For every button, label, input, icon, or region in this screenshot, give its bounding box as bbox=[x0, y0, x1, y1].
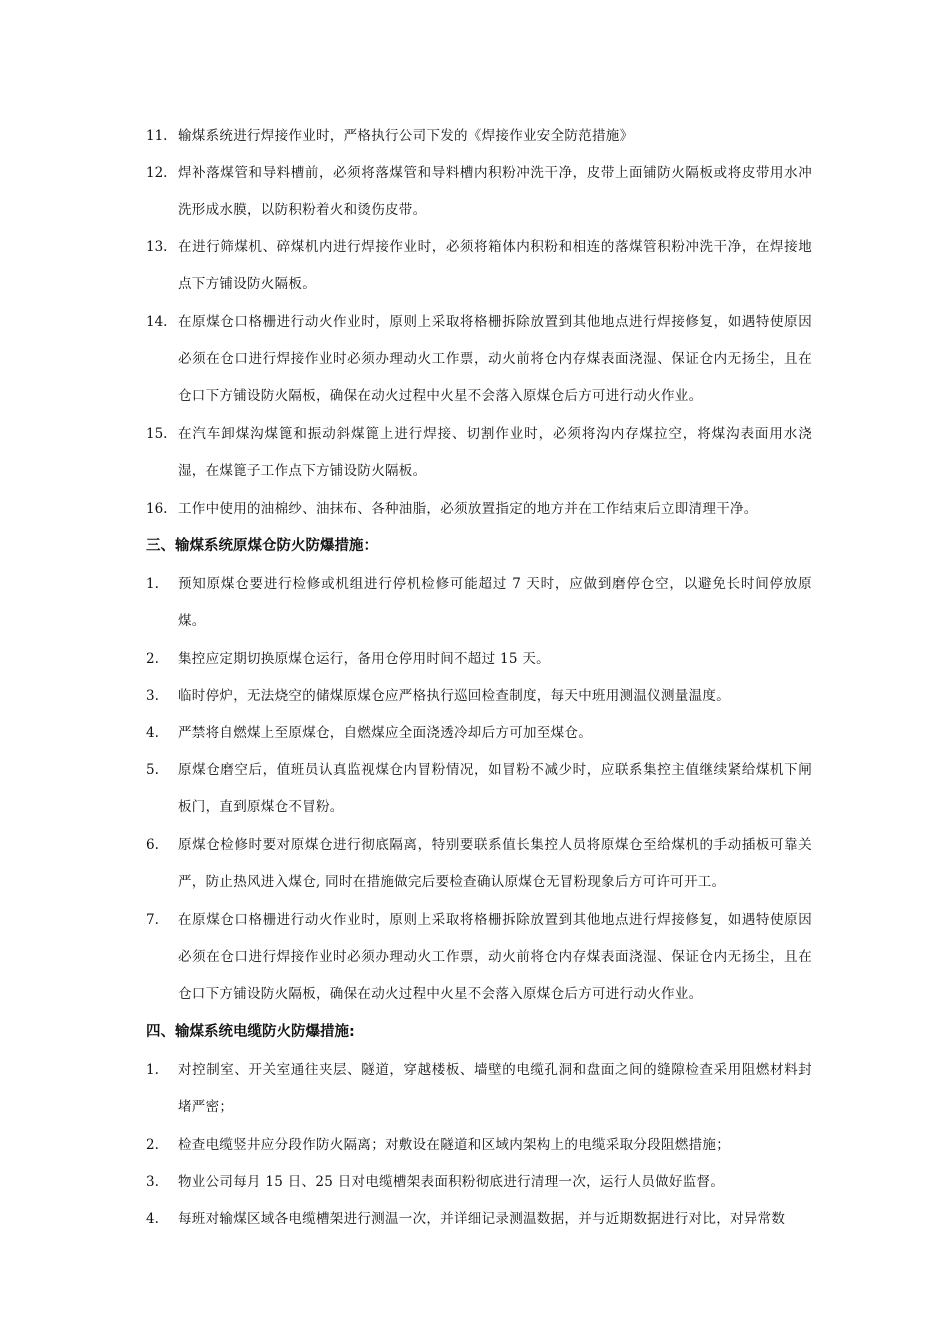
item-text: 在原煤仓口格栅进行动火作业时，原则上采取将格栅拆除放置到其他地点进行焊接修复，如遇特使原因必须在仓口进行焊接作业时必须办理动火工作票，动火前将仓内存煤表面浇湿、保证仓内无扬尘，且在仓口下方铺设防火隔板，确保在动火过程中火星不会落入原煤仓后方可进行动火作业。 bbox=[178, 912, 812, 1002]
item-number: 15. bbox=[146, 426, 168, 442]
list-item bbox=[146, 155, 812, 229]
item-text: 工作中使用的油棉纱、油抹布、各种油脂，必须放置指定的地方并在工作结束后立即清理干净。 bbox=[178, 501, 758, 517]
list-item bbox=[146, 229, 812, 303]
item-number: 2. bbox=[146, 651, 159, 667]
item-number: 2. bbox=[146, 1137, 159, 1153]
section-heading: 三、输煤系统原煤仓防火防爆措施： bbox=[146, 538, 378, 554]
list-item bbox=[146, 715, 812, 752]
item-number: 3. bbox=[146, 1174, 159, 1190]
item-text: 对控制室、开关室通往夹层、隧道，穿越楼板、墙壁的电缆孔洞和盘面之间的缝隙检查采用阻燃材料封堵严密； bbox=[178, 1062, 812, 1115]
item-number: 3. bbox=[146, 688, 159, 704]
item-number: 11. bbox=[146, 128, 168, 144]
item-number: 12. bbox=[146, 165, 168, 181]
list-item bbox=[146, 1127, 812, 1164]
item-text: 物业公司每月 15 日、25 日对电缆槽架表面积粉彻底进行清理一次，运行人员做好监督。 bbox=[178, 1174, 725, 1190]
list-item bbox=[146, 641, 812, 678]
list-item bbox=[146, 1164, 812, 1201]
item-text: 严禁将自燃煤上至原煤仓，自燃煤应全面浇透冷却后方可加至煤仓。 bbox=[178, 725, 592, 741]
item-number: 5. bbox=[146, 762, 159, 778]
list-item bbox=[146, 1201, 812, 1238]
item-text: 原煤仓检修时要对原煤仓进行彻底隔离，特别要联系值长集控人员将原煤仓至给煤机的手动插板可靠关严，防止热风进入煤仓, 同时在措施做完后要检查确认原煤仓无冒粉现象后方可许可开工。 bbox=[178, 837, 812, 890]
list-item bbox=[146, 118, 812, 155]
list-item bbox=[146, 491, 812, 528]
item-text: 每班对输煤区域各电缆槽架进行测温一次，并详细记录测温数据，并与近期数据进行对比，对异常数 bbox=[178, 1211, 786, 1227]
item-number: 6. bbox=[146, 837, 159, 853]
item-text: 输煤系统进行焊接作业时，严格执行公司下发的《焊接作业安全防范措施》 bbox=[178, 128, 634, 144]
item-number: 4. bbox=[146, 725, 159, 741]
item-number: 1. bbox=[146, 1062, 159, 1078]
item-text: 在汽车卸煤沟煤篦和振动斜煤篦上进行焊接、切割作业时，必须将沟内存煤拉空，将煤沟表面用水浇湿，在煤篦子工作点下方铺设防火隔板。 bbox=[178, 426, 812, 479]
item-text: 集控应定期切换原煤仓运行，备用仓停用时间不超过 15 天。 bbox=[178, 651, 550, 667]
item-text: 在原煤仓口格栅进行动火作业时，原则上采取将格栅拆除放置到其他地点进行焊接修复，如遇特使原因必须在仓口进行焊接作业时必须办理动火工作票，动火前将仓内存煤表面浇湿、保证仓内无扬尘，且在仓口下方铺设防火隔板，确保在动火过程中火星不会落入原煤仓后方可进行动火作业。 bbox=[178, 314, 812, 404]
item-text: 原煤仓磨空后，值班员认真监视煤仓内冒粉情况，如冒粉不减少时，应联系集控主值继续紧给煤机下闸板门，直到原煤仓不冒粉。 bbox=[178, 762, 812, 815]
item-number: 4. bbox=[146, 1211, 159, 1227]
item-text: 焊补落煤管和导料槽前，必须将落煤管和导料槽内积粉冲洗干净，皮带上面铺防火隔板或将皮带用水冲洗形成水膜，以防积粉着火和烫伤皮带。 bbox=[178, 165, 812, 218]
list-item bbox=[146, 566, 812, 640]
item-number: 13. bbox=[146, 239, 168, 255]
list-item bbox=[146, 752, 812, 826]
item-text: 检查电缆竖井应分段作防火隔离；对敷设在隧道和区域内架构上的电缆采取分段阻燃措施； bbox=[178, 1137, 730, 1153]
item-number: 1. bbox=[146, 576, 159, 592]
list-item bbox=[146, 1052, 812, 1126]
list-item bbox=[146, 827, 812, 901]
item-number: 14. bbox=[146, 314, 168, 330]
section-heading: 四、输煤系统电缆防火防爆措施: bbox=[146, 1024, 355, 1040]
list-item bbox=[146, 902, 812, 1013]
list-item bbox=[146, 304, 812, 415]
item-number: 7. bbox=[146, 912, 159, 928]
item-text: 在进行筛煤机、碎煤机内进行焊接作业时，必须将箱体内积粉和相连的落煤管积粉冲洗干净，在焊接地点下方铺设防火隔板。 bbox=[178, 239, 812, 292]
list-item bbox=[146, 678, 812, 715]
item-number: 16. bbox=[146, 501, 168, 517]
item-text: 临时停炉，无法烧空的储煤原煤仓应严格执行巡回检查制度，每天中班用测温仪测量温度。 bbox=[178, 688, 730, 704]
list-item bbox=[146, 416, 812, 490]
item-text: 预知原煤仓要进行检修或机组进行停机检修可能超过 7 天时，应做到磨停仓空，以避免长时间停放原煤。 bbox=[178, 576, 812, 629]
